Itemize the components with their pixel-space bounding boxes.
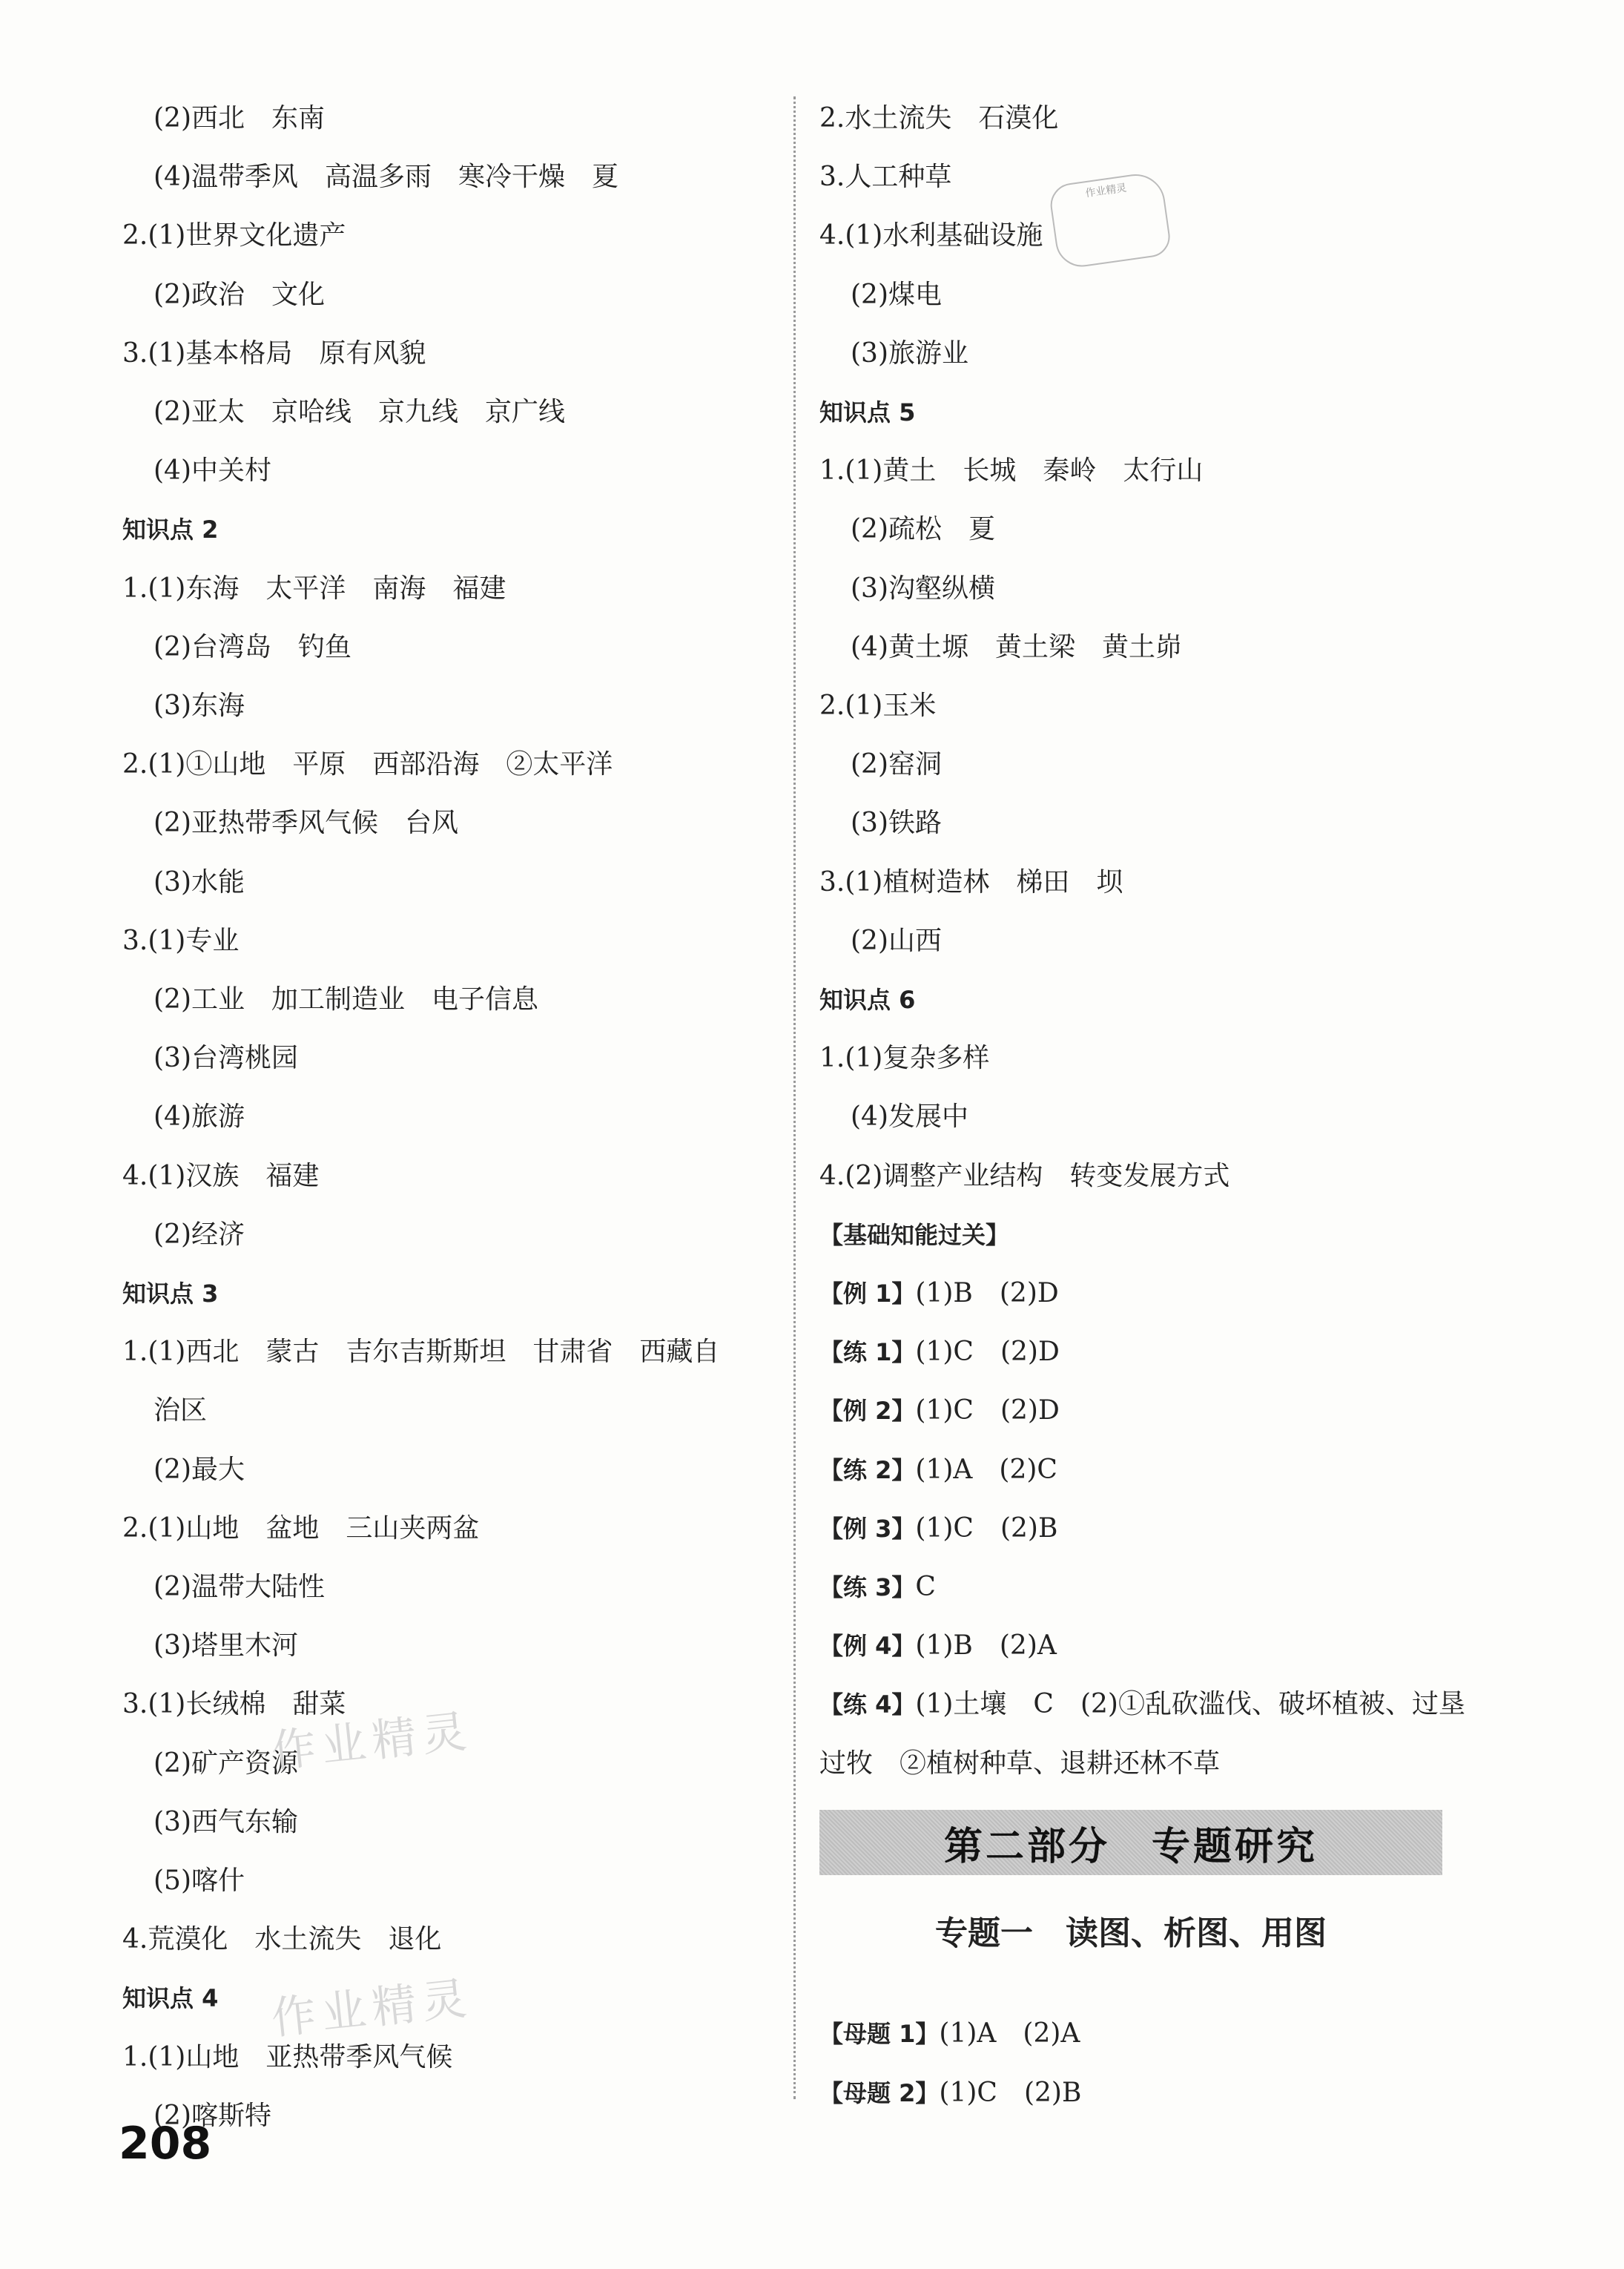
answer-text: 1.(1)山地 亚热带季风气候	[122, 2041, 453, 2072]
answer-text: (2)山西	[851, 925, 942, 956]
answer-line	[154, 1042, 298, 1075]
answer-line	[154, 1571, 325, 1604]
answer-line	[122, 925, 239, 958]
answer-text: (1)A (2)C	[915, 1454, 1057, 1485]
answer-text: (2)喀斯特	[154, 2100, 271, 2131]
answer-text: (1)B (2)D	[915, 1278, 1059, 1308]
answer-text: (2)政治 文化	[154, 279, 325, 310]
answer-line	[819, 1454, 1057, 1486]
answer-text: 1.(1)复杂多样	[819, 1043, 990, 1074]
answer-line	[154, 455, 271, 487]
answer-text: (2)亚太 京哈线 京九线 京广线	[154, 397, 565, 427]
answer-line	[154, 807, 458, 840]
answer-line	[819, 102, 1058, 135]
answer-text: (3)水能	[154, 866, 245, 898]
answer-text: (2)亚热带季风气候 台风	[154, 808, 458, 839]
answer-line	[851, 573, 995, 605]
answer-text: (2)经济	[154, 1219, 245, 1250]
answer-text: C	[915, 1572, 936, 1602]
answer-text: 3.(1)植树造林 梯田 坝	[819, 866, 1123, 898]
answer-line	[851, 337, 968, 370]
answer-line	[851, 925, 942, 958]
answer-text: (3)台湾桃园	[154, 1043, 298, 1074]
stamp-label: 作业精灵	[1084, 182, 1128, 200]
answer-line	[154, 1219, 245, 1251]
answer-text: (2)温带大陆性	[154, 1572, 325, 1602]
answer-text: (1)土壤 C (2)①乱砍滥伐、破坏植被、过垦	[915, 1689, 1465, 1720]
topic-title: 专题一 读图、析图、用图	[935, 1914, 1327, 1952]
answer-text: 3.(1)长绒棉 甜菜	[122, 1689, 346, 1720]
answer-text: (3)旅游业	[851, 337, 968, 369]
section-heading	[122, 1982, 218, 2015]
answer-text: (1)C (2)B	[939, 2078, 1082, 2108]
answer-line	[819, 1571, 936, 1604]
answer-text: (3)西气东输	[154, 1806, 298, 1837]
answer-text: (1)A (2)A	[939, 2018, 1080, 2049]
section-heading	[819, 396, 915, 429]
answer-line	[819, 161, 951, 194]
answer-text: (1)C (2)D	[915, 1395, 1060, 1426]
answer-text: (1)C (2)B	[915, 1512, 1058, 1544]
answer-text: (2)矿产资源	[154, 1748, 298, 1779]
answer-text: 3.(1)专业	[122, 925, 240, 956]
answer-text: 4.荒漠化 水土流失 退化	[122, 1924, 442, 1955]
answer-tag: 【练 2】	[819, 1455, 916, 1484]
column-divider	[793, 96, 796, 2099]
answer-text: 治区	[154, 1395, 208, 1426]
answer-text: (3)塔里木河	[154, 1630, 298, 1662]
answer-tag: 【母题 1】	[819, 2020, 940, 2048]
answer-line	[819, 1042, 989, 1075]
answer-line	[851, 513, 995, 546]
answer-line	[154, 1806, 298, 1839]
answer-line	[819, 1336, 1060, 1369]
section-heading	[122, 1277, 218, 1310]
watermark: 作业精灵	[268, 1705, 475, 1778]
answer-text: 知识点 5	[819, 398, 916, 427]
answer-text: (1)B (2)A	[915, 1630, 1057, 1662]
answer-text: (4)发展中	[851, 1101, 968, 1133]
answer-tag: 【例 2】	[819, 1397, 916, 1426]
answer-text: 1.(1)黄土 长城 秦岭 太行山	[819, 455, 1204, 487]
answer-line	[851, 1101, 968, 1133]
answer-line	[851, 807, 942, 840]
page-number: 208	[119, 2118, 212, 2170]
answer-line	[819, 1160, 1229, 1193]
answer-text: 1.(1)西北 蒙古 吉尔吉斯斯坦 甘肃省 西藏自	[122, 1337, 720, 1368]
answer-text: 过牧 ②植树种草、退耕还林不草	[819, 1748, 1221, 1779]
answer-text: 2.水土流失 石漠化	[819, 103, 1059, 134]
answer-line	[154, 161, 618, 194]
answer-text: 2.(1)玉米	[819, 691, 937, 721]
answer-text: (4)中关村	[154, 455, 271, 487]
answer-line	[122, 573, 506, 605]
answer-tag: 【练 4】	[819, 1690, 916, 1719]
answer-line	[154, 1630, 298, 1662]
answer-text: (2)最大	[154, 1454, 245, 1485]
answer-line	[819, 1688, 1465, 1721]
answer-text: 3.(1)基本格局 原有风貌	[122, 337, 426, 369]
answer-text: (3)东海	[154, 691, 245, 721]
answer-line	[154, 396, 565, 429]
answer-tag: 【例 4】	[819, 1632, 916, 1661]
section-heading	[819, 984, 915, 1016]
answer-line	[819, 2077, 1081, 2110]
answer-tag: 【例 1】	[819, 1280, 916, 1308]
answer-line	[851, 631, 1182, 664]
answer-text: 4.(2)调整产业结构 转变发展方式	[819, 1160, 1230, 1191]
answer-text: 1.(1)东海 太平洋 南海 福建	[122, 573, 506, 604]
answer-line	[851, 279, 942, 312]
answer-line	[122, 1160, 319, 1193]
answer-line	[819, 866, 1123, 899]
watermark-stamp	[1048, 171, 1172, 270]
answer-text: 4.(1)汉族 福建	[122, 1160, 320, 1191]
answer-line	[122, 1512, 479, 1545]
part-title-banner: 第二部分 专题研究	[819, 1810, 1442, 1875]
answer-text: (2)工业 加工制造业 电子信息	[154, 984, 538, 1015]
answer-line	[851, 748, 942, 781]
answer-text: (2)窑洞	[851, 749, 942, 780]
answer-line	[154, 690, 245, 722]
answer-text: 2.(1)山地 盆地 三山夹两盆	[122, 1512, 480, 1544]
answer-line	[122, 220, 346, 252]
answer-text: (4)黄土塬 黄土梁 黄土峁	[851, 631, 1182, 662]
answer-line	[154, 1865, 245, 1897]
watermark: 作业精灵	[268, 1972, 475, 2045]
answer-line	[819, 220, 1043, 252]
answer-text: 知识点 3	[122, 1280, 219, 1308]
answer-line	[154, 631, 351, 664]
answer-line	[819, 690, 936, 722]
answer-text: 3.人工种草	[819, 162, 952, 193]
answer-line	[154, 1394, 207, 1427]
section-heading	[819, 1219, 1009, 1251]
answer-tag: 【例 3】	[819, 1514, 916, 1543]
answer-text: (5)喀什	[154, 1865, 245, 1896]
answer-line	[154, 984, 538, 1016]
answer-text: 2.(1)世界文化遗产	[122, 220, 346, 251]
answer-line	[122, 1336, 719, 1369]
answer-line	[819, 1748, 1220, 1780]
answer-line	[819, 1277, 1059, 1310]
answer-text: (2)煤电	[851, 279, 942, 310]
answer-line	[819, 1394, 1060, 1427]
answer-text: (4)旅游	[154, 1101, 245, 1133]
answer-line	[819, 2018, 1080, 2050]
answer-text: (3)铁路	[851, 808, 942, 839]
answer-text: (4)温带季风 高温多雨 寒冷干燥 夏	[154, 162, 618, 193]
answer-text: (2)西北 东南	[154, 103, 325, 134]
answer-text: 知识点 2	[122, 516, 219, 544]
answer-line	[154, 102, 325, 135]
answer-text: (3)沟壑纵横	[851, 573, 995, 604]
answer-line	[154, 1454, 245, 1486]
answer-line	[122, 748, 613, 781]
answer-line	[154, 279, 325, 312]
answer-text: 知识点 4	[122, 1984, 219, 2013]
answer-tag: 【练 1】	[819, 1338, 916, 1367]
answer-text: (1)C (2)D	[915, 1337, 1060, 1368]
answer-line	[122, 337, 426, 370]
answer-line	[819, 1630, 1057, 1662]
answer-line	[819, 455, 1203, 487]
answer-tag: 【练 3】	[819, 1573, 916, 1601]
answer-line	[154, 1101, 245, 1133]
answer-line	[122, 2041, 452, 2074]
answer-text: (2)台湾岛 钓鱼	[154, 631, 351, 662]
answer-text: 4.(1)水利基础设施	[819, 220, 1043, 251]
answer-line	[819, 1512, 1057, 1545]
section-heading	[122, 513, 218, 546]
answer-text: 【基础知能过关】	[819, 1220, 1010, 1249]
answer-text: 知识点 6	[819, 986, 916, 1014]
answer-line	[154, 866, 245, 899]
answer-text: 2.(1)①山地 平原 西部沿海 ②太平洋	[122, 749, 613, 780]
answer-text: (2)疏松 夏	[851, 514, 995, 545]
answer-line	[122, 1923, 441, 1956]
answer-tag: 【母题 2】	[819, 2079, 940, 2107]
